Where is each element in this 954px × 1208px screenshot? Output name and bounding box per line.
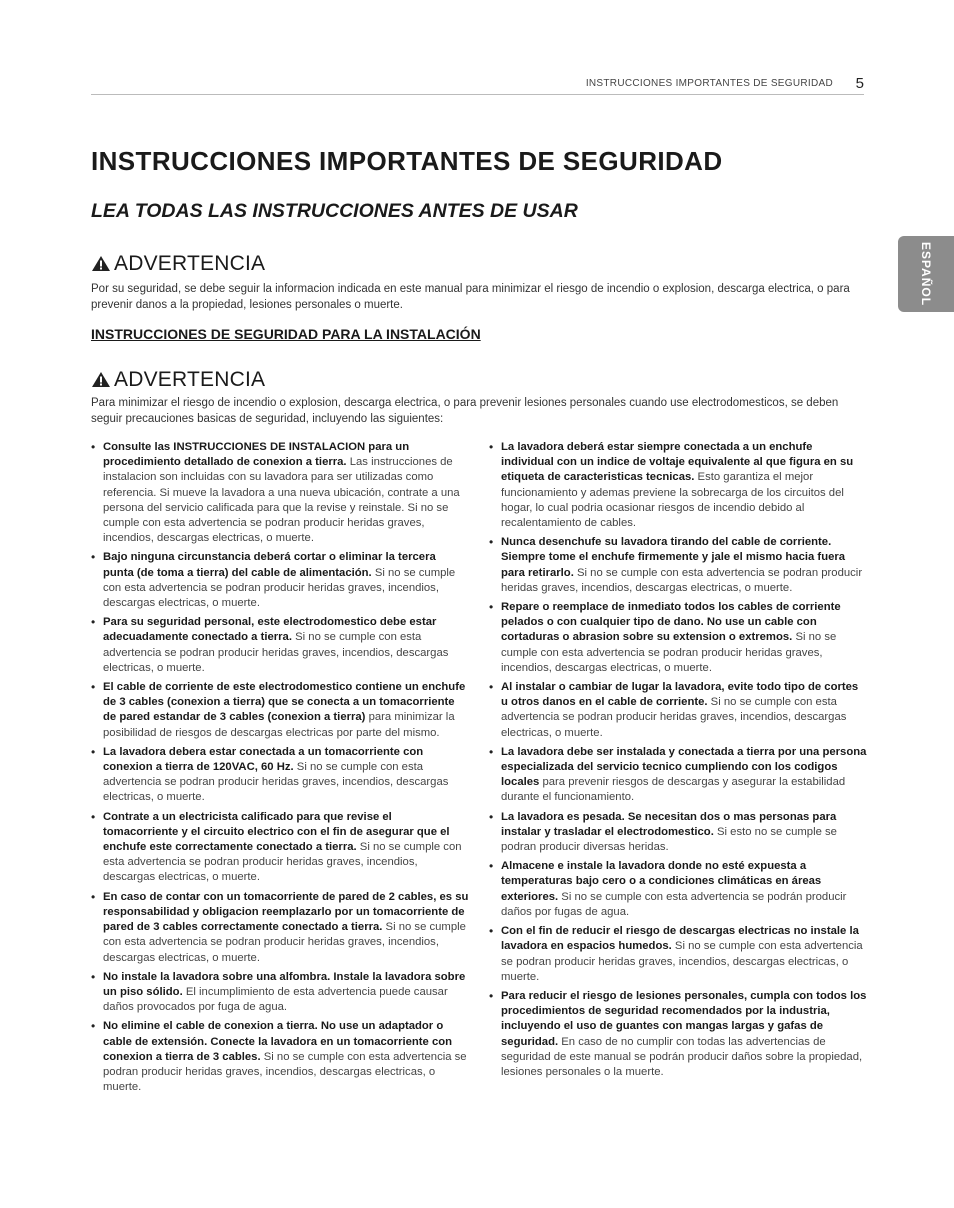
list-item xyxy=(91,550,469,611)
item-text: para minimizar la posibilidad de riesgos de descargas electricas por parte del mismo. xyxy=(103,711,455,739)
item-text: Si esto no se cumple se podran producir diversas heridas. xyxy=(501,825,837,854)
item-bold-text: Bajo ninguna circunstancia deberá cortar o eliminar la tercera punta (de toma a tierra) del cable de alimentación. xyxy=(103,551,436,579)
list-item xyxy=(489,989,867,1080)
list-item xyxy=(91,970,469,1016)
item-bold-text: La lavadora es pesada. Se necesitan dos o mas personas para instalar y trasladar el electrodomestico. xyxy=(501,810,837,838)
warning-text-2: Para minimizar el riesgo de incendio o explosion, descarga electrica, o para prevenir lesiones personales cuando use electrodomesticos, se deben seguir precauciones basicas de seguridad, incluyendo las siguientes: xyxy=(91,397,839,425)
item-text: El incumplimiento de esta advertencia puede causar daños provocados por fuga de agua. xyxy=(103,985,448,1014)
right-column-list xyxy=(489,440,867,1084)
running-header xyxy=(91,75,864,95)
item-bold-text: La lavadora deberá estar siempre conectada a un enchufe individual con un indice de voltaje equivalente al que figura en su etiqueta de caracteristicas tecnicas. xyxy=(501,441,854,484)
item-bold-text: La lavadora debera estar conectada a un tomacorriente con conexion a tierra de 120VAC, 60 Hz. xyxy=(103,745,424,774)
list-item xyxy=(489,440,867,531)
language-tab xyxy=(898,236,954,312)
item-bold-text: Para reducir el riesgo de lesiones personales, cumpla con todos los procedimientos de seguridad recomendados por la industria, incluyendo el uso de guantes con mangas largas y gafas de seguridad. xyxy=(501,989,867,1048)
item-text: Si no se cumple con esta advertencia se podrán producir daños por fugas de agua. xyxy=(501,890,847,918)
item-bold-text: La lavadora debe ser instalada y conectada a tierra por una persona especializada del servicio tecnico cumpliendo con los codigos locales xyxy=(501,745,867,789)
item-text: Si no se cumple con esta advertencia se podran producir heridas graves, incendios, descargas electricas, o muerte. xyxy=(103,566,456,610)
left-column-list xyxy=(91,440,469,1099)
item-bold-text: Almacene e instale la lavadora donde no esté expuesta a temperaturas bajo cero o a condiciones climáticas en áreas exteriores. xyxy=(501,860,822,903)
list-item xyxy=(489,859,867,920)
item-text: Si no se cumple con esta advertencia se podran producir heridas graves, incendios, descargas electricas, o muerte. xyxy=(103,921,466,964)
page-subtitle: LEA TODAS LAS INSTRUCCIONES ANTES DE USAR xyxy=(91,200,578,222)
warning-heading-1-text: ADVERTENCIA xyxy=(114,252,266,275)
item-text: Si no se cumple con esta advertencia se podran producir heridas graves, incendios, descargas electricas, o muerte. xyxy=(103,631,449,674)
item-bold-text: Para su seguridad personal, este electrodomestico debe estar adecuadamente conectado a tierra. xyxy=(103,616,437,644)
item-text: Si no se cumple con esta advertencia se podran producir heridas graves, incendios, descargas electricas, o muerte. xyxy=(103,1050,467,1094)
item-text: Si no se cumple con esta advertencia se podran producir heridas graves, incendios, descargas electricas, o muerte. xyxy=(501,696,847,739)
page-title: INSTRUCCIONES IMPORTANTES DE SEGURIDAD xyxy=(91,146,723,176)
list-item xyxy=(489,535,867,596)
list-item xyxy=(91,440,469,546)
item-text: Si no se cumple con esta advertencia se podran producir heridas graves, incendios, descargas electricas, o muerte. xyxy=(501,940,863,983)
item-bold-text: No elimine el cable de conexion a tierra. No use un adaptador o cable de extensión. Conecte la lavadora en un tomacorriente con conexion a tierra de 3 cables. xyxy=(103,1020,453,1063)
item-bold-text: En caso de contar con un tomacorriente de pared de 2 cables, es su responsabilidad y obligacion reemplazarlo por un tomacorriente de pared de 3 cables correctamente conectado a tierra. xyxy=(103,890,469,934)
item-bold-text: Consulte las INSTRUCCIONES DE INSTALACION para un procedimiento detallado de conexion a tierra. xyxy=(103,441,410,469)
item-bold-text: Al instalar o cambiar de lugar la lavadora, evite todo tipo de cortes u otros danos en el cable de corriente. xyxy=(501,681,859,709)
item-text: para prevenir riesgos de descargas y asegurar la estabilidad durante el funcionamiento. xyxy=(501,776,846,804)
list-item xyxy=(489,745,867,806)
section-heading: INSTRUCCIONES DE SEGURIDAD PARA LA INSTALACIÓN xyxy=(91,326,481,342)
list-item xyxy=(91,680,469,741)
item-bold-text: No instale la lavadora sobre una alfombra. Instale la lavadora sobre un piso sólido. xyxy=(103,970,466,998)
warning-triangle-icon xyxy=(91,254,111,278)
list-item xyxy=(91,1019,469,1095)
warning-heading-1 xyxy=(91,252,265,278)
item-bold-text: Contrate a un electricista calificado para que revise el tomacorriente y el circuito electrico con el fin de asegurar que el enchufe este correctamente conectado a tierra. xyxy=(103,810,450,854)
item-bold-text: Repare o reemplace de inmediato todos los cables de corriente pelados o con cualquier tipo de dano. No use un cable con cortaduras o abrasion sobre su extension o extremos. xyxy=(501,601,841,644)
list-item xyxy=(91,745,469,806)
item-bold-text: Con el fin de reducir el riesgo de descargas electricas no instale la lavadora en espacios humedos. xyxy=(501,925,859,953)
item-text: Si no se cumple con esta advertencia se podran producir heridas graves, incendios, descargas electricas, o muerte. xyxy=(103,761,449,804)
list-item xyxy=(91,615,469,676)
item-text: Si no se cumple con esta advertencia se podran producir heridas graves, incendios, descargas electricas, o muerte. xyxy=(103,841,462,884)
item-bold-text: Nunca desenchufe su lavadora tirando del cable de corriente. Siempre tome el enchufe firmemente y jale el mismo hacia fuera para retirarlo. xyxy=(501,536,846,579)
item-text: En caso de no cumplir con todas las advertencias de seguridad de este manual se podrán producir daños sobre la propiedad, lesiones personales o la muerte. xyxy=(501,1035,863,1078)
page-number: 5 xyxy=(855,75,864,92)
warning-heading-2 xyxy=(91,368,265,394)
item-text: Las instrucciones de instalacion son incluidas con su lavadora para ser utilizadas como referencia. Si mueve la lavadora a una nueva ubicación, contrate a una persona del servicio calificada para que la revise y reinstale. Si no se cumple con esta advertencia se podran producir heridas graves, incendios, descargas electricas, o muerte. xyxy=(103,456,460,545)
warning-text-1: Por su seguridad, se debe seguir la informacion indicada en este manual para minimizar el riesgo de incendio o explosion, descarga electrica, o para prevenir danos a la propiedad, lesiones personales o muerte. xyxy=(91,283,850,311)
list-item xyxy=(489,600,867,676)
item-bold-text: El cable de corriente de este electrodomestico contiene un enchufe de 3 cables (conexion a tierra) que se conecta a un tomacorriente de pared estandar de 3 cables (conexion a tierra) xyxy=(103,681,466,724)
language-tab-label: ESPAÑOL xyxy=(919,241,933,307)
warning-triangle-icon xyxy=(91,370,111,394)
list-item xyxy=(91,890,469,966)
list-item xyxy=(489,924,867,985)
list-item xyxy=(489,810,867,856)
item-text: Si no se cumple con esta advertencia se podran producir heridas graves, incendios, descargas electricas, o muerte. xyxy=(501,631,837,674)
item-text: Esto garantiza el mejor funcionamiento y ademas previene la sobrecarga de los circuitos del hogar, lo cual podria ocasionar riesgos de incendio debido al recalentamiento de cables. xyxy=(501,471,844,530)
item-text: Si no se cumple con esta advertencia se podran producir heridas graves, incendios, descargas electricas, o muerte. xyxy=(501,566,863,594)
list-item xyxy=(91,810,469,886)
warning-heading-2-text: ADVERTENCIA xyxy=(114,368,266,391)
running-header-title: INSTRUCCIONES IMPORTANTES DE SEGURIDAD xyxy=(585,78,833,89)
list-item xyxy=(489,680,867,741)
